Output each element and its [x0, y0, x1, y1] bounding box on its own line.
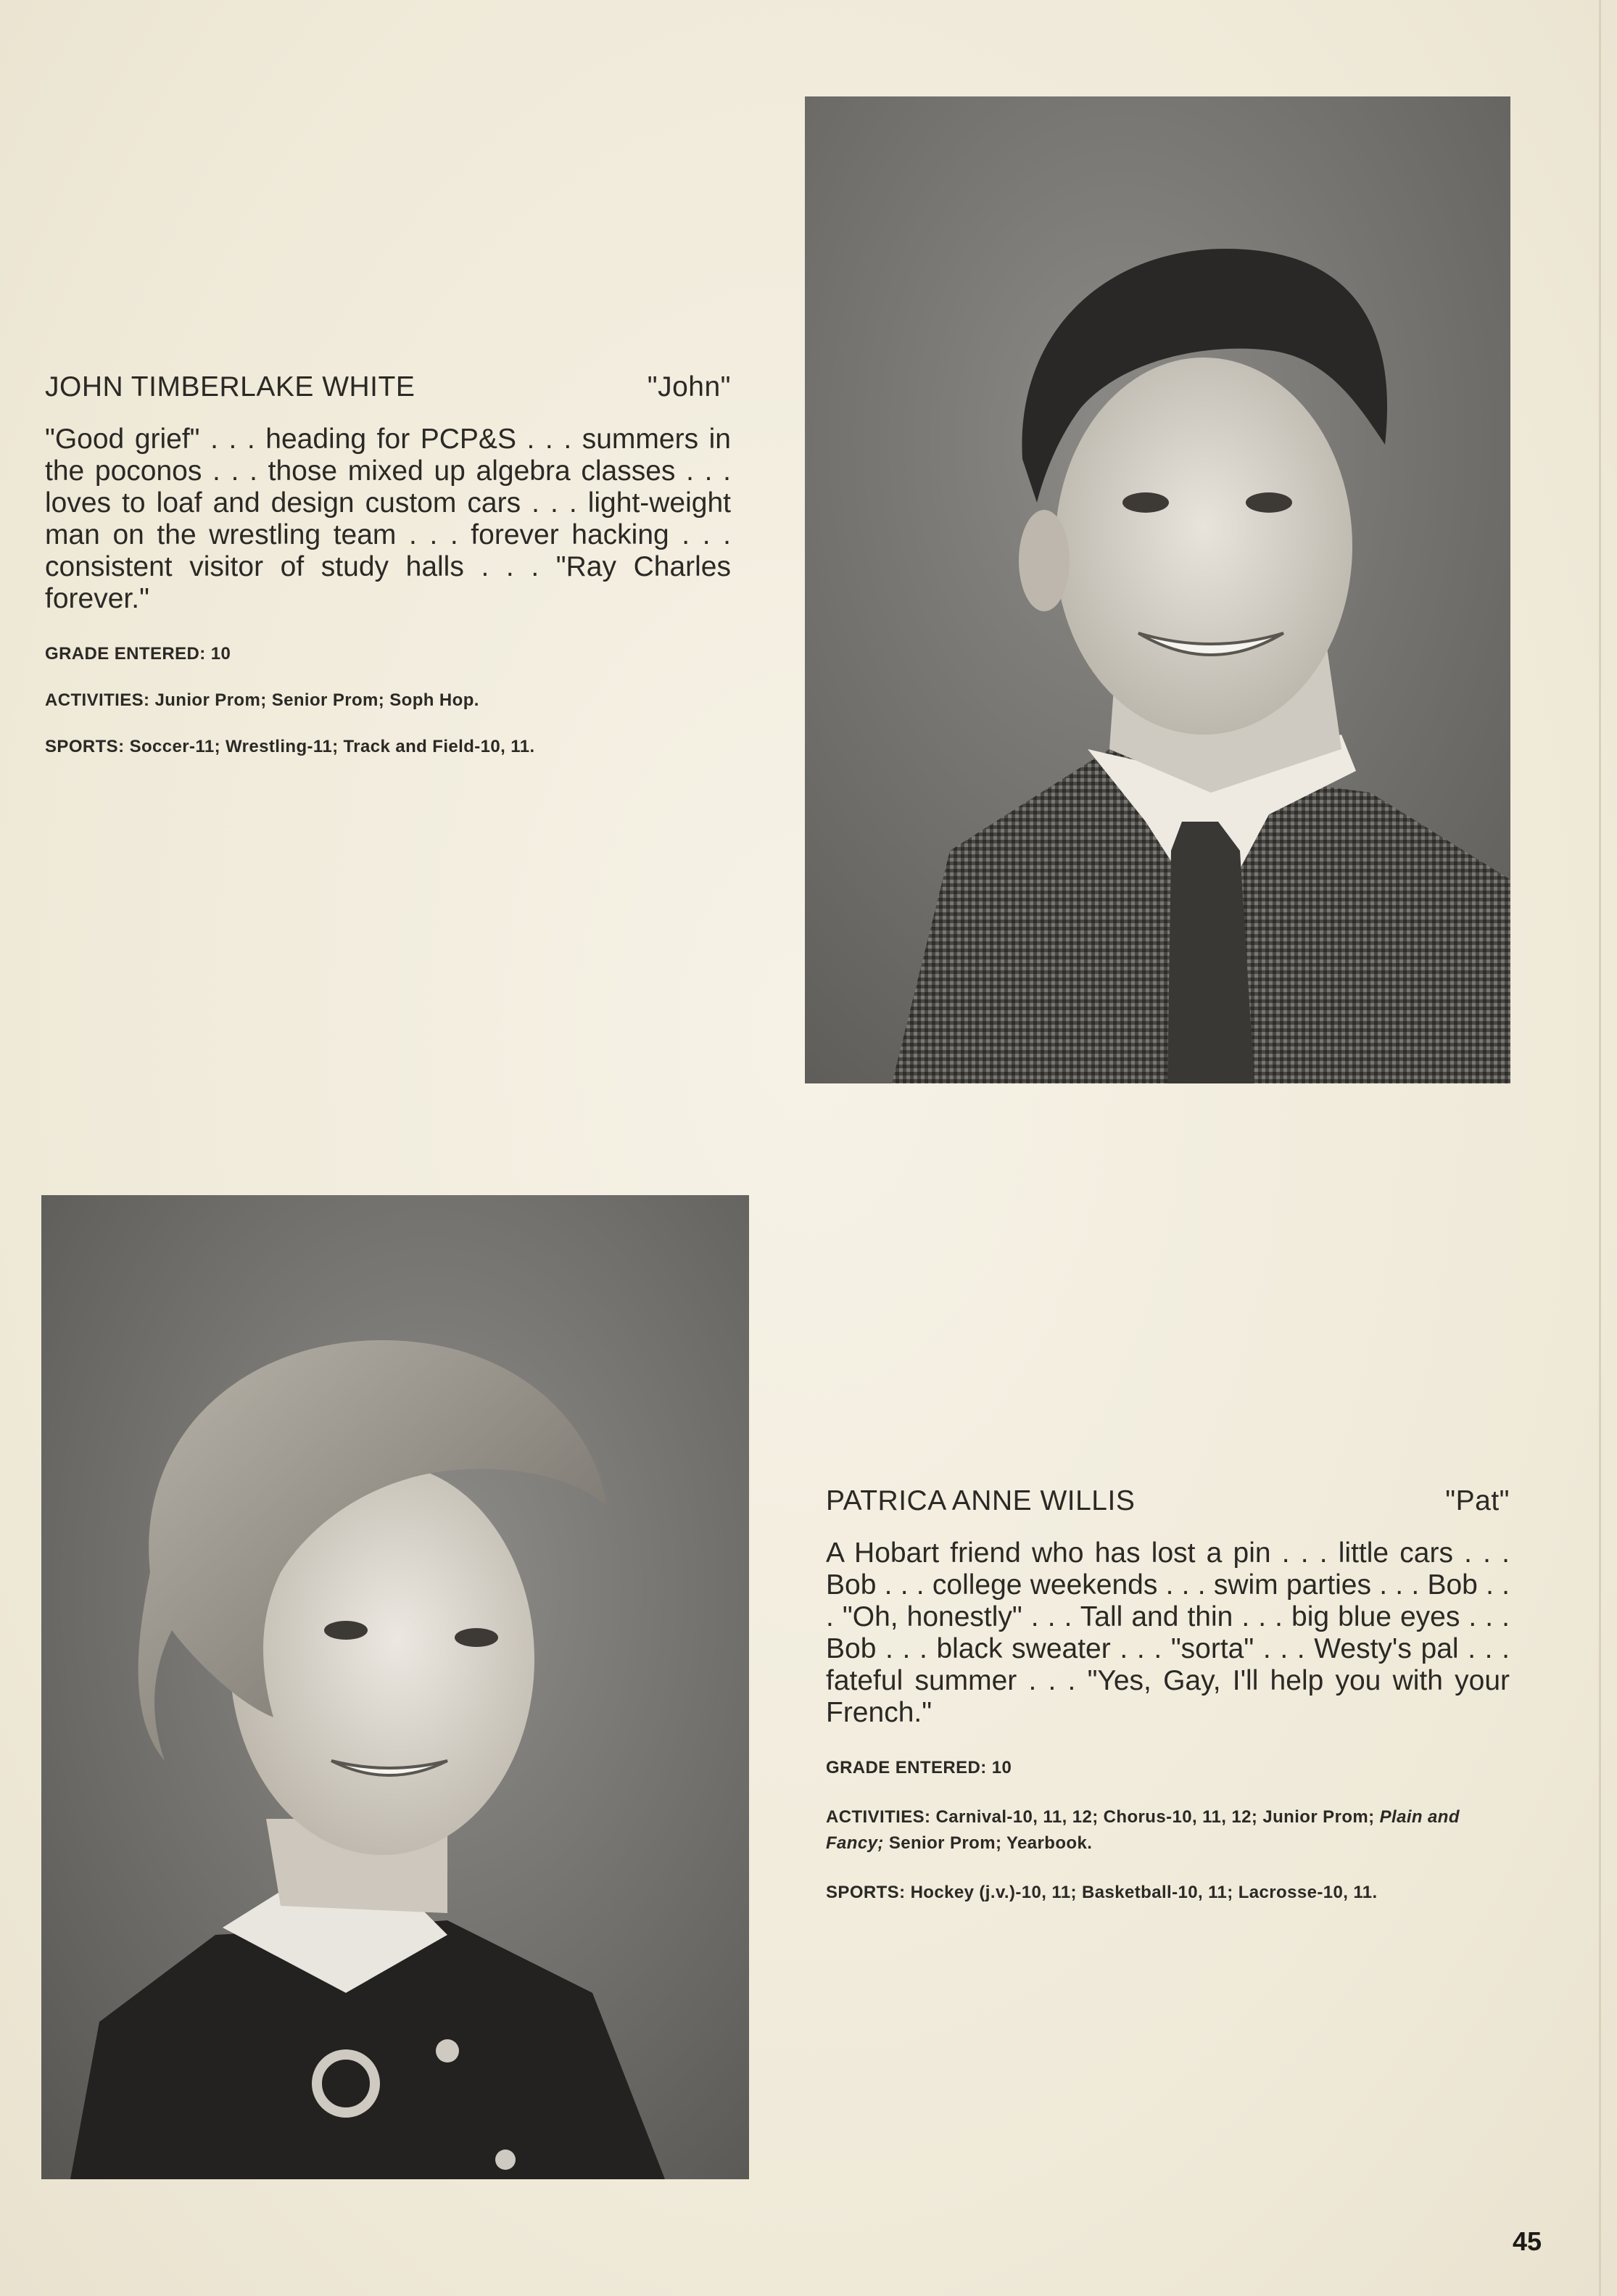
- activities-value-part2: Senior Prom; Yearbook.: [888, 1833, 1093, 1853]
- grade-entered: [826, 1758, 1510, 1778]
- sports-value: Hockey (j.v.)-10, 11; Basketball-10, 11; Lacrosse-10, 11.: [910, 1883, 1378, 1902]
- student-blurb: A Hobart friend who has lost a pin . . . little cars . . . Bob . . . college weekends . . . swim parties . . . Bob . . . "Oh, honestly" . . . Tall and thin . . . big blue eyes . . . Bob . . . black sweater . . . "sorta" . . . Westy's pal . . . fateful summer . . . "Yes, Gay, I'll help you with your French.": [826, 1537, 1510, 1728]
- page-edge: [1599, 0, 1601, 2296]
- grade-entered-label: GRADE ENTERED:: [45, 644, 206, 664]
- senior-entry-john-white: [45, 371, 731, 757]
- activities-label: ACTIVITIES:: [45, 690, 150, 710]
- sports-label: SPORTS:: [826, 1883, 906, 1902]
- portrait-photo-patricia-willis: [41, 1195, 749, 2179]
- student-nickname: "John": [647, 371, 731, 402]
- student-name: JOHN TIMBERLAKE WHITE: [45, 371, 415, 402]
- portrait-illustration: [41, 1195, 749, 2179]
- sports: [826, 1883, 1510, 1903]
- grade-entered-value: 10: [991, 1758, 1012, 1777]
- sports-label: SPORTS:: [45, 737, 125, 756]
- senior-entry-patricia-willis: [826, 1485, 1510, 1903]
- entry-heading: [45, 371, 731, 403]
- portrait-illustration: [805, 96, 1510, 1083]
- activities: [826, 1804, 1510, 1857]
- activities-value-part1: Carnival-10, 11, 12; Chorus-10, 11, 12; Junior Prom;: [935, 1807, 1375, 1827]
- student-name: PATRICA ANNE WILLIS: [826, 1485, 1136, 1516]
- student-nickname: "Pat": [1445, 1485, 1510, 1516]
- activities-label: ACTIVITIES:: [826, 1807, 931, 1827]
- student-blurb: "Good grief" . . . heading for PCP&S . . . summers in the poconos . . . those mixed up algebra classes . . . loves to loaf and design custom cars . . . light-weight man on the wrestling team . . . forever hacking . . . consistent visitor of study halls . . . "Ray Charles forever.": [45, 424, 731, 614]
- grade-entered-value: 10: [210, 644, 231, 664]
- grade-entered-label: GRADE ENTERED:: [826, 1758, 987, 1777]
- page-number: 45: [1513, 2226, 1542, 2256]
- portrait-photo-john-white: [805, 96, 1510, 1083]
- activities-value-show-title: Plain and Fancy;: [826, 1807, 1460, 1853]
- grade-entered: [45, 644, 731, 664]
- sports-value: Soccer-11; Wrestling-11; Track and Field-10, 11.: [129, 737, 535, 756]
- sports: [45, 737, 731, 757]
- entry-heading: [826, 1485, 1510, 1517]
- activities-value: Junior Prom; Senior Prom; Soph Hop.: [154, 690, 479, 710]
- activities: [45, 690, 731, 711]
